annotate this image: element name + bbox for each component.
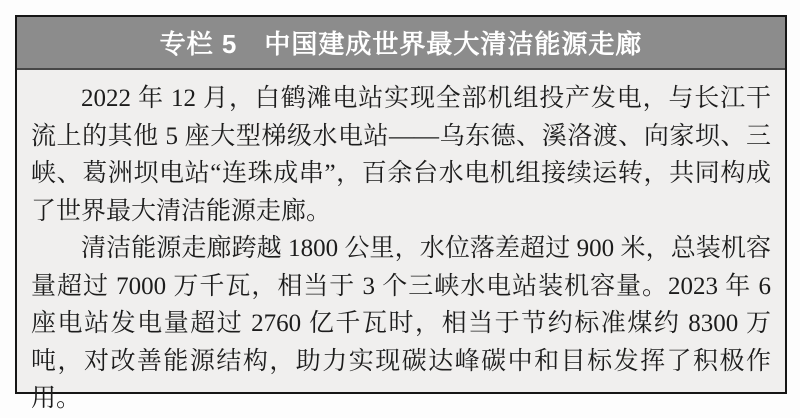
paragraph: 2022 年 12 月，白鹤滩电站实现全部机组投产发电，与长江干流上的其他 5 座大型梯级水电站——乌东德、溪洛渡、向家坝、三峡、葛洲坝电站“连珠成串”，百余台水电机组接续运转，共同构成了世界最大清洁能源走廊。: [31, 85, 771, 225]
feature-box: [15, 15, 787, 412]
feature-box-body: [17, 70, 785, 418]
feature-box-header: [17, 17, 785, 70]
paragraph: 清洁能源走廊跨越 1800 公里，水位落差超过 900 米，总装机容量超过 7000 万千瓦，相当于 3 个三峡水电站装机容量。2023 年 6 座电站发电量超过 2760 亿千瓦时，相当于节约标准煤约 8300 万吨，对改善能源结构，助力实现碳达峰碳中和目标发挥了积极作用。: [31, 235, 771, 412]
feature-box-title: 专栏 5 中国建成世界最大清洁能源走廊: [159, 29, 643, 59]
